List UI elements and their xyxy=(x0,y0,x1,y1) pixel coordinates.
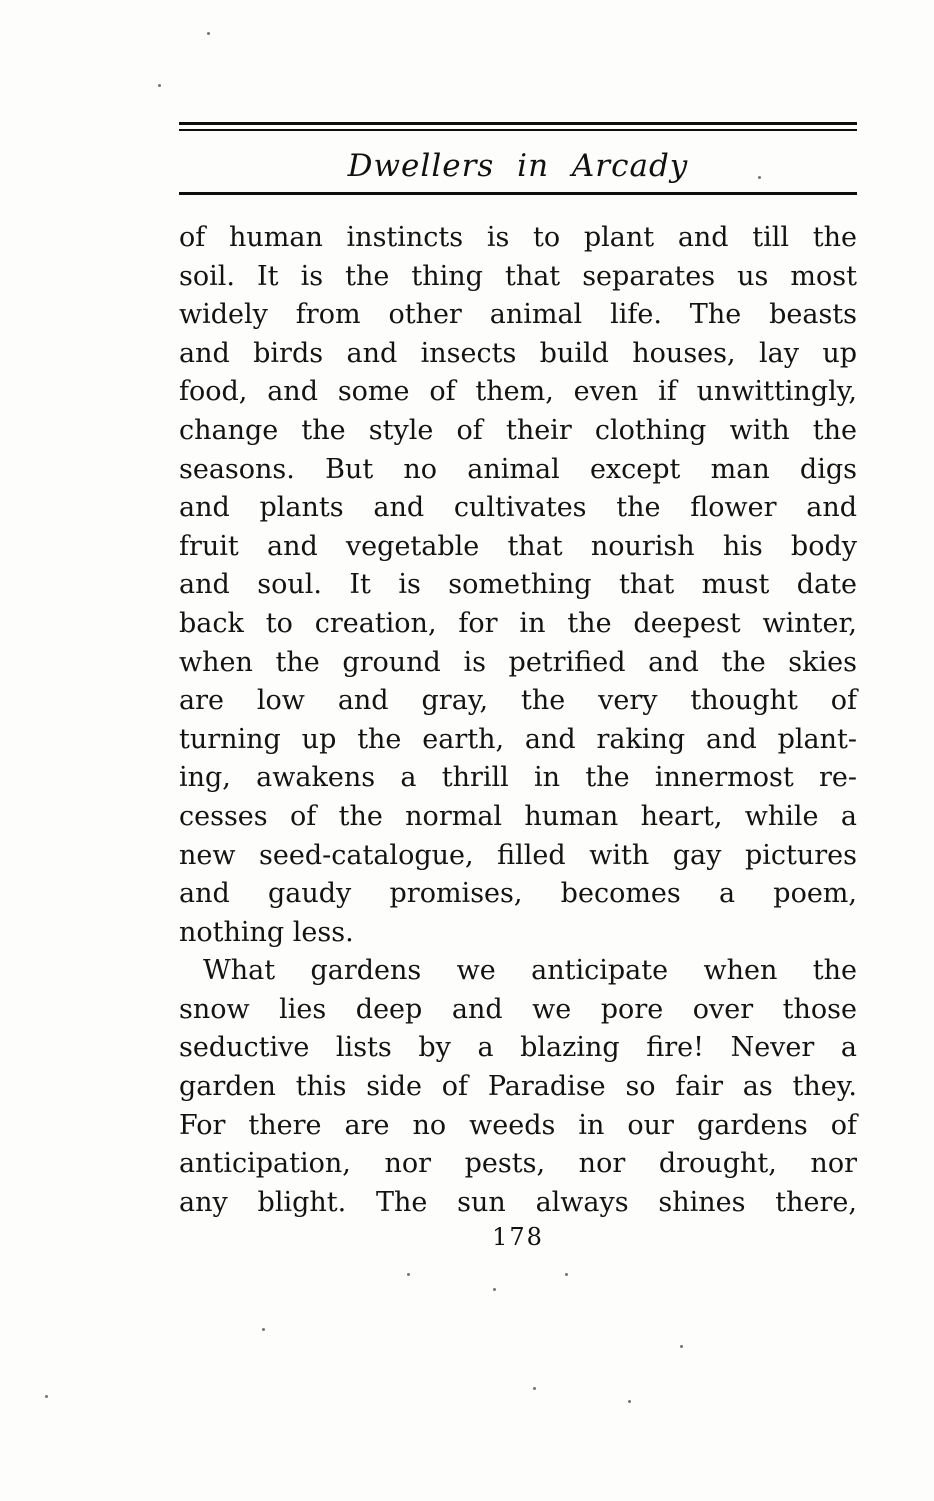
page-body xyxy=(179,219,857,1222)
text-line: soil. It is the thing that separates us most xyxy=(179,260,857,292)
text-line: nothing less. xyxy=(179,916,354,948)
text-line: anticipation, nor pests, nor drought, nor xyxy=(179,1148,857,1180)
header-top-rule xyxy=(179,122,857,131)
paragraph xyxy=(179,952,857,1222)
scan-speck xyxy=(45,1395,48,1398)
text-line: seductive lists by a blazing fire! Never a xyxy=(179,1032,857,1064)
text-line: of human instincts is to plant and till the xyxy=(179,222,857,253)
page-number: 178 xyxy=(492,1223,544,1252)
scan-speck xyxy=(262,1328,265,1331)
text-line: new seed-catalogue, filled with gay pictures xyxy=(179,839,857,871)
scan-speck xyxy=(628,1400,631,1403)
text-line: any blight. The sun always shines there, xyxy=(179,1186,857,1218)
text-line: turning up the earth, and raking and plant- xyxy=(179,723,857,755)
text-line: and gaudy promises, becomes a poem, xyxy=(179,878,857,910)
text-line: snow lies deep and we pore over those xyxy=(179,993,857,1025)
text-line: when the ground is petrified and the skies xyxy=(179,646,857,678)
scan-speck xyxy=(207,32,210,35)
text-line: food, and some of them, even if unwittingly, xyxy=(179,376,857,408)
text-line: ing, awakens a thrill in the innermost re- xyxy=(179,762,857,794)
scan-speck xyxy=(565,1273,568,1276)
text-line: garden this side of Paradise so fair as they. xyxy=(179,1071,857,1103)
scan-speck xyxy=(680,1345,683,1348)
text-line: are low and gray, the very thought of xyxy=(179,685,857,717)
scan-speck xyxy=(533,1387,536,1390)
scan-speck xyxy=(158,84,161,87)
text-line: change the style of their clothing with the xyxy=(179,414,857,446)
text-line: and soul. It is something that must date xyxy=(179,569,857,601)
text-line: What gardens we anticipate when the xyxy=(203,955,857,987)
text-line: back to creation, for in the deepest winter, xyxy=(179,607,857,639)
paragraph xyxy=(179,219,857,952)
scan-speck xyxy=(407,1273,410,1276)
text-line: and plants and cultivates the flower and xyxy=(179,492,857,524)
scan-speck xyxy=(493,1288,496,1291)
text-line: For there are no weeds in our gardens of xyxy=(179,1109,857,1141)
running-header-title: Dwellers in Arcady xyxy=(347,148,689,184)
header-bottom-rule xyxy=(179,192,857,195)
text-line: and birds and insects build houses, lay up xyxy=(179,337,857,369)
text-line: widely from other animal life. The beasts xyxy=(179,299,857,331)
text-line: fruit and vegetable that nourish his body xyxy=(179,530,857,562)
text-column xyxy=(179,122,857,1251)
text-line: seasons. But no animal except man digs xyxy=(179,453,857,485)
text-line: cesses of the normal human heart, while a xyxy=(179,800,857,832)
